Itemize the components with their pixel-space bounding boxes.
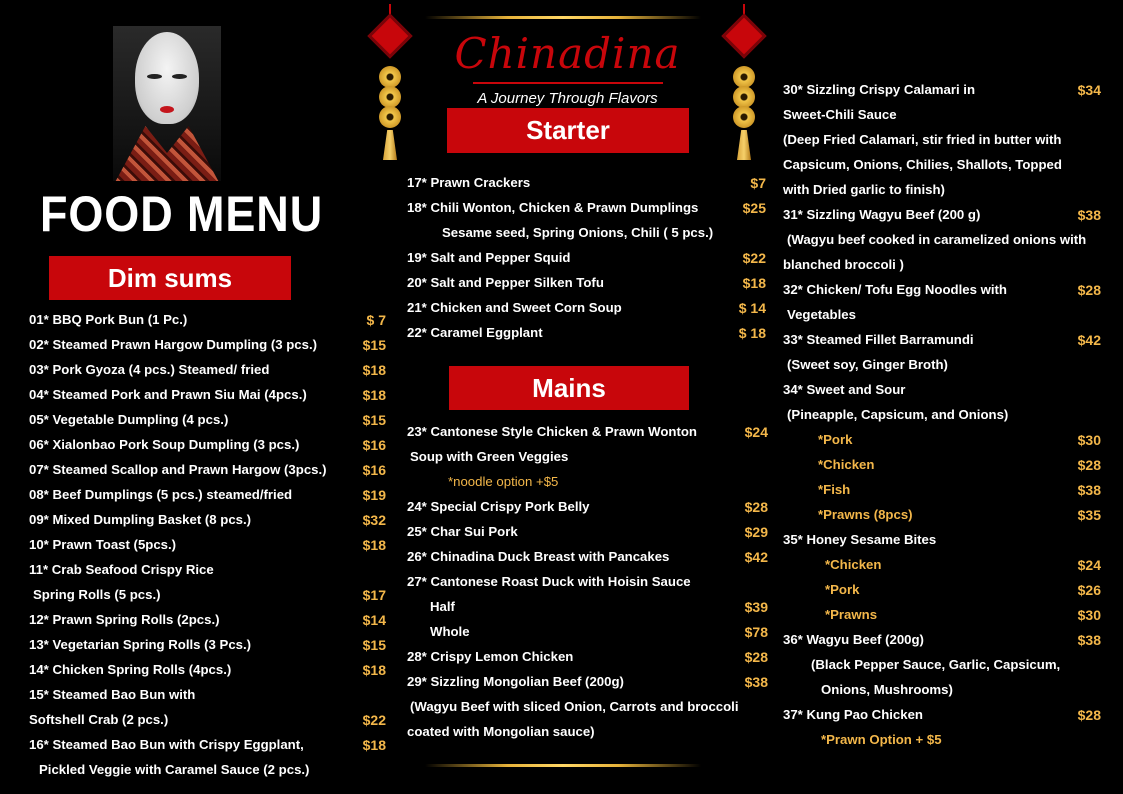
- menu-price: $18: [362, 662, 386, 678]
- menu-price: $32: [362, 512, 386, 528]
- menu-item: 27* Cantonese Roast Duck with Hoisin Sauce: [407, 574, 691, 589]
- brand-tagline: A Journey Through Flavors: [477, 90, 658, 107]
- menu-item: 05* Vegetable Dumpling (4 pcs.): [29, 412, 229, 427]
- menu-item: 14* Chicken Spring Rolls (4pcs.): [29, 662, 232, 677]
- menu-option: *noodle option +$5: [448, 474, 559, 489]
- menu-item: 04* Steamed Pork and Prawn Siu Mai (4pcs.): [29, 387, 307, 402]
- menu-item: 29* Sizzling Mongolian Beef (200g): [407, 674, 624, 689]
- menu-item: blanched broccoli ): [783, 257, 904, 272]
- menu-price: $15: [362, 412, 386, 428]
- menu-item: 15* Steamed Bao Bun with: [29, 687, 196, 702]
- menu-option: *Pork: [818, 432, 853, 447]
- menu-item: 31* Sizzling Wagyu Beef (200 g): [783, 207, 981, 222]
- page-title: FOOD MENU: [40, 186, 324, 242]
- menu-item: with Dried garlic to finish): [783, 182, 945, 197]
- menu-item: (Deep Fried Calamari, stir fried in butter with: [783, 132, 1062, 147]
- menu-price: $22: [362, 712, 386, 728]
- menu-price: $16: [362, 437, 386, 453]
- menu-item: 09* Mixed Dumpling Basket (8 pcs.): [29, 512, 252, 527]
- menu-option: *Prawns: [825, 607, 878, 622]
- menu-price: $38: [1077, 207, 1101, 223]
- menu-price: $7: [750, 175, 766, 191]
- menu-option: *Fish: [818, 482, 851, 497]
- menu-item: 11* Crab Seafood Crispy Rice: [29, 562, 214, 577]
- menu-price: $35: [1077, 507, 1101, 523]
- menu-price: $38: [1077, 632, 1101, 648]
- menu-item: 12* Prawn Spring Rolls (2pcs.): [29, 612, 220, 627]
- menu-item: 10* Prawn Toast (5pcs.): [29, 537, 177, 552]
- brand-underline: [473, 82, 663, 84]
- menu-price: $18: [362, 537, 386, 553]
- menu-item: 07* Steamed Scallop and Prawn Hargow (3pcs.): [29, 462, 327, 477]
- menu-price: $42: [744, 549, 768, 565]
- menu-price: $24: [1077, 557, 1101, 573]
- menu-item: 28* Crispy Lemon Chicken: [407, 649, 574, 664]
- menu-price: $15: [362, 337, 386, 353]
- menu-item: 13* Vegetarian Spring Rolls (3 Pcs.): [29, 637, 252, 652]
- menu-price: $28: [1077, 282, 1101, 298]
- menu-price: $24: [744, 424, 768, 440]
- menu-price: $17: [362, 587, 386, 603]
- menu-item: (Wagyu beef cooked in caramelized onions with: [787, 232, 1087, 247]
- menu-item: 02* Steamed Prawn Hargow Dumpling (3 pcs.): [29, 337, 317, 352]
- menu-item: 34* Sweet and Sour: [783, 382, 906, 397]
- menu-item: 23* Cantonese Style Chicken & Prawn Wonton: [407, 424, 697, 439]
- gold-divider-bottom: [425, 764, 701, 767]
- menu-price: $38: [1077, 482, 1101, 498]
- menu-item: 08* Beef Dumplings (5 pcs.) steamed/fried: [29, 487, 293, 502]
- menu-price: $28: [1077, 457, 1101, 473]
- menu-price: $39: [744, 599, 768, 615]
- menu-item: 18* Chili Wonton, Chicken & Prawn Dumplings: [407, 200, 699, 215]
- menu-item: 26* Chinadina Duck Breast with Pancakes: [407, 549, 670, 564]
- menu-price: $22: [742, 250, 766, 266]
- menu-price: $42: [1077, 332, 1101, 348]
- menu-item: 17* Prawn Crackers: [407, 175, 531, 190]
- menu-option: *Prawn Option + $5: [821, 732, 942, 747]
- menu-item: Softshell Crab (2 pcs.): [29, 712, 169, 727]
- section-banner-dim-sums: Dim sums: [49, 256, 291, 300]
- menu-price: $30: [1077, 432, 1101, 448]
- menu-price: $28: [744, 649, 768, 665]
- chinese-knot-icon: [714, 4, 774, 164]
- menu-price: $18: [362, 362, 386, 378]
- menu-item: (Wagyu Beef with sliced Onion, Carrots and broccoli: [410, 699, 739, 714]
- menu-price: $19: [362, 487, 386, 503]
- menu-price: $78: [744, 624, 768, 640]
- menu-item: Sesame seed, Spring Onions, Chili ( 5 pcs.): [442, 225, 714, 240]
- menu-item: (Black Pepper Sauce, Garlic, Capsicum,: [811, 657, 1061, 672]
- menu-item: Capsicum, Onions, Chilies, Shallots, Topped: [783, 157, 1062, 172]
- menu-price: $30: [1077, 607, 1101, 623]
- menu-item: 01* BBQ Pork Bun (1 Pc.): [29, 312, 188, 327]
- menu-option: *Chicken: [818, 457, 875, 472]
- menu-item: 16* Steamed Bao Bun with Crispy Eggplant,: [29, 737, 304, 752]
- menu-price: $15: [362, 637, 386, 653]
- menu-item: Whole: [430, 624, 470, 639]
- menu-item: Vegetables: [787, 307, 856, 322]
- menu-price: $25: [742, 200, 766, 216]
- menu-price: $18: [362, 737, 386, 753]
- menu-price: $28: [744, 499, 768, 515]
- menu-item: 36* Wagyu Beef (200g): [783, 632, 924, 647]
- brand-logo: [420, 26, 715, 107]
- menu-price: $ 7: [366, 312, 386, 328]
- menu-price: $34: [1077, 82, 1101, 98]
- menu-item: 37* Kung Pao Chicken: [783, 707, 923, 722]
- menu-item: Half: [430, 599, 455, 614]
- menu-option: *Prawns (8pcs): [818, 507, 913, 522]
- menu-item: 21* Chicken and Sweet Corn Soup: [407, 300, 622, 315]
- menu-item: (Sweet soy, Ginger Broth): [787, 357, 948, 372]
- menu-item: 32* Chicken/ Tofu Egg Noodles with: [783, 282, 1007, 297]
- menu-item: Pickled Veggie with Caramel Sauce (2 pcs.): [39, 762, 310, 777]
- menu-price: $26: [1077, 582, 1101, 598]
- menu-price: $ 14: [738, 300, 766, 316]
- menu-price: $16: [362, 462, 386, 478]
- menu-price: $ 18: [738, 325, 766, 341]
- menu-price: $28: [1077, 707, 1101, 723]
- menu-price: $18: [362, 387, 386, 403]
- menu-item: 24* Special Crispy Pork Belly: [407, 499, 590, 514]
- brand-name: Chinadina: [454, 29, 681, 78]
- menu-item: (Pineapple, Capsicum, and Onions): [787, 407, 1009, 422]
- menu-item: 22* Caramel Eggplant: [407, 325, 543, 340]
- menu-option: *Pork: [825, 582, 860, 597]
- menu-price: $38: [744, 674, 768, 690]
- menu-item: 35* Honey Sesame Bites: [783, 532, 937, 547]
- menu-price: $29: [744, 524, 768, 540]
- menu-item: coated with Mongolian sauce): [407, 724, 595, 739]
- menu-item: 19* Salt and Pepper Squid: [407, 250, 571, 265]
- menu-option: *Chicken: [825, 557, 882, 572]
- menu-item: 25* Char Sui Pork: [407, 524, 518, 539]
- menu-item: 33* Steamed Fillet Barramundi: [783, 332, 974, 347]
- menu-item: 06* Xialonbao Pork Soup Dumpling (3 pcs.): [29, 437, 300, 452]
- section-banner-starter: Starter: [447, 108, 689, 153]
- portrait-image: [113, 26, 221, 181]
- menu-price: $18: [742, 275, 766, 291]
- menu-price: $14: [362, 612, 386, 628]
- menu-item: Onions, Mushrooms): [821, 682, 953, 697]
- gold-divider-top: [425, 16, 701, 19]
- menu-item: 03* Pork Gyoza (4 pcs.) Steamed/ fried: [29, 362, 270, 377]
- menu-item: Sweet-Chili Sauce: [783, 107, 897, 122]
- menu-item: 20* Salt and Pepper Silken Tofu: [407, 275, 604, 290]
- menu-item: Spring Rolls (5 pcs.): [33, 587, 161, 602]
- menu-item: Soup with Green Veggies: [410, 449, 569, 464]
- section-banner-mains: Mains: [449, 366, 689, 410]
- chinese-knot-icon: [360, 4, 420, 164]
- menu-item: 30* Sizzling Crispy Calamari in: [783, 82, 976, 97]
